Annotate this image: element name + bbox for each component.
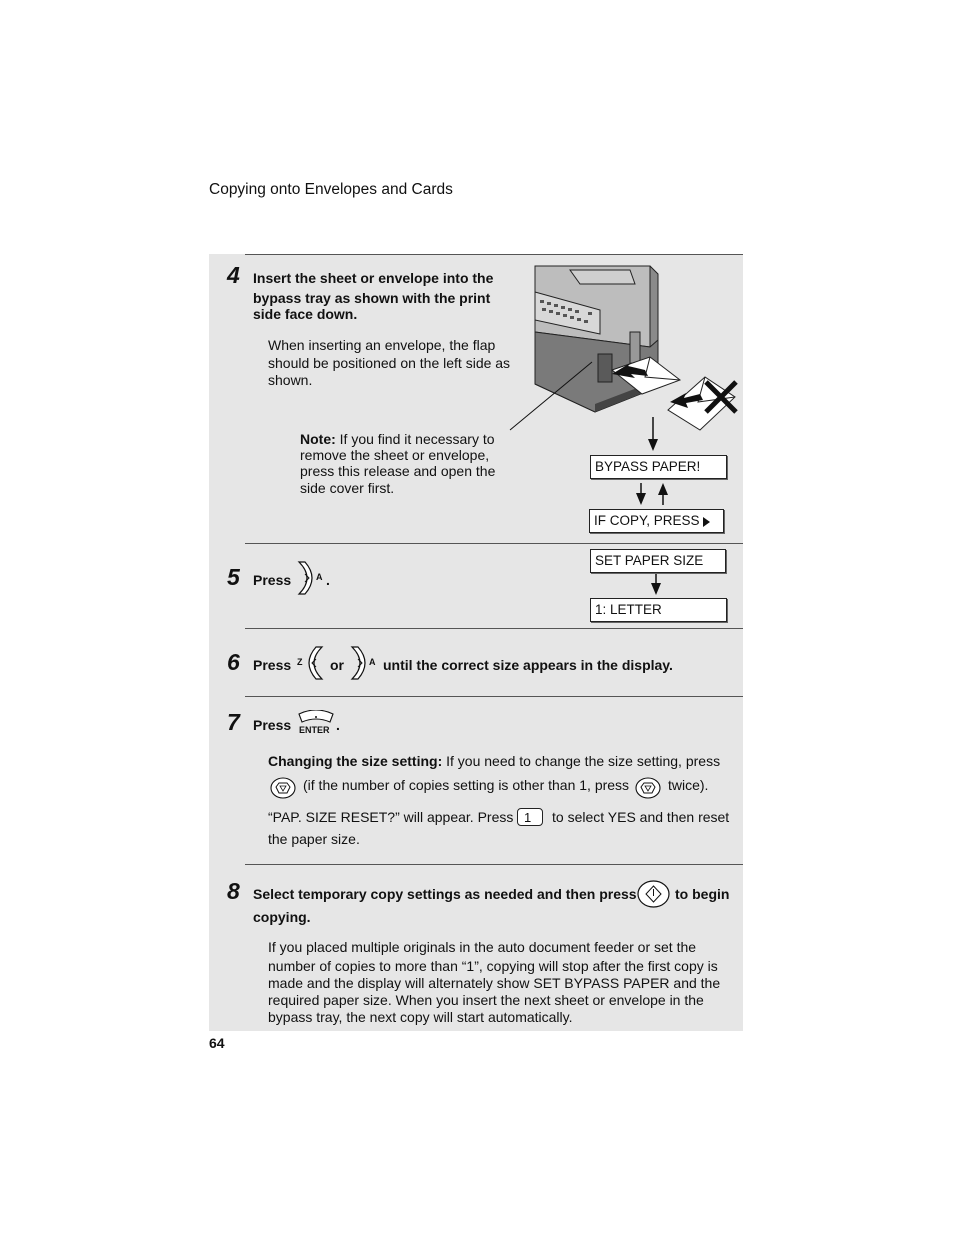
step-title: Select temporary copy settings as needed and then press (253, 886, 637, 902)
display-set-paper-size: SET PAPER SIZE (590, 549, 726, 573)
step-title: copying. (253, 909, 311, 925)
reset-text: the paper size. (268, 831, 360, 847)
step-body: should be positioned on the left side as (268, 355, 511, 371)
step-title: to begin (675, 886, 730, 902)
changing-size-body: If you need to change the size setting, press (442, 753, 721, 769)
one-key-icon (517, 808, 543, 826)
step-body: If you placed multiple originals in the auto document feeder or set the (268, 939, 697, 955)
key-label: A (369, 657, 376, 667)
divider (245, 864, 743, 865)
step-number: 7 (227, 709, 240, 735)
one-key-label: 1 (517, 808, 543, 826)
step-text: until the correct size appears in the display. (383, 657, 673, 673)
display-if-copy (589, 509, 724, 533)
start-key-icon (637, 880, 670, 908)
display-text: IF COPY, PRESS (594, 513, 700, 528)
reset-text: to select YES and then reset (552, 809, 730, 825)
note-text (300, 431, 495, 448)
note-line: remove the sheet or envelope, (300, 447, 490, 463)
step-body: made and the display will alternately show SET BYPASS PAPER and the (268, 975, 721, 991)
step-number: 5 (227, 564, 240, 590)
page-number: 64 (209, 1035, 225, 1051)
changing-size-label: Changing the size setting: (268, 753, 443, 769)
step-title: side face down. (253, 306, 358, 322)
press-label: Press (253, 572, 292, 588)
right-arrow-key-icon (350, 645, 370, 681)
changing-size-text (268, 753, 720, 770)
step-body: When inserting an envelope, the flap (268, 337, 496, 353)
step-number: 8 (227, 878, 240, 904)
reset-text: “PAP. SIZE RESET?” will appear. Press (268, 809, 514, 825)
changing-size-line2: (if the number of copies setting is other than 1, press (303, 777, 630, 793)
divider (245, 696, 743, 697)
key-label: Z (297, 657, 303, 667)
step-number: 6 (227, 649, 240, 675)
key-label: A (316, 572, 323, 582)
stop-key-icon (270, 777, 296, 799)
note-line: If you find it necessary to (335, 431, 495, 447)
step-body: number of copies to more than “1”, copying will stop after the first copy is (268, 958, 718, 974)
right-arrow-key-icon (297, 560, 317, 596)
or-label: or (330, 657, 344, 673)
left-arrow-key-icon (304, 645, 324, 681)
changing-size-twice: twice). (668, 777, 709, 793)
press-label: Press (253, 717, 292, 733)
step-body: required paper size. When you insert the next sheet or envelope in the (268, 992, 704, 1008)
step-title: Insert the sheet or envelope into the (253, 270, 494, 286)
step-title: bypass tray as shown with the print (253, 290, 491, 306)
step-body: shown. (268, 372, 313, 388)
period: . (326, 572, 330, 588)
fax-machine-illustration (500, 262, 745, 432)
display-letter: 1: LETTER (590, 598, 727, 622)
note-line: side cover first. (300, 480, 395, 496)
note-label: Note: (300, 431, 336, 447)
stop-key-icon (635, 777, 661, 799)
press-label: Press (253, 657, 292, 673)
note-line: press this release and open the (300, 463, 496, 479)
step-number: 4 (227, 262, 240, 288)
divider (245, 628, 743, 629)
display-bypass-paper: BYPASS PAPER! (590, 455, 727, 479)
divider (245, 254, 743, 255)
right-triangle-icon (703, 517, 711, 527)
enter-key-icon (297, 710, 335, 724)
enter-label: ENTER (299, 725, 330, 735)
page-header: Copying onto Envelopes and Cards (209, 181, 453, 198)
period: . (336, 717, 340, 733)
step-body: bypass tray, the next copy will start automatically. (268, 1009, 573, 1025)
